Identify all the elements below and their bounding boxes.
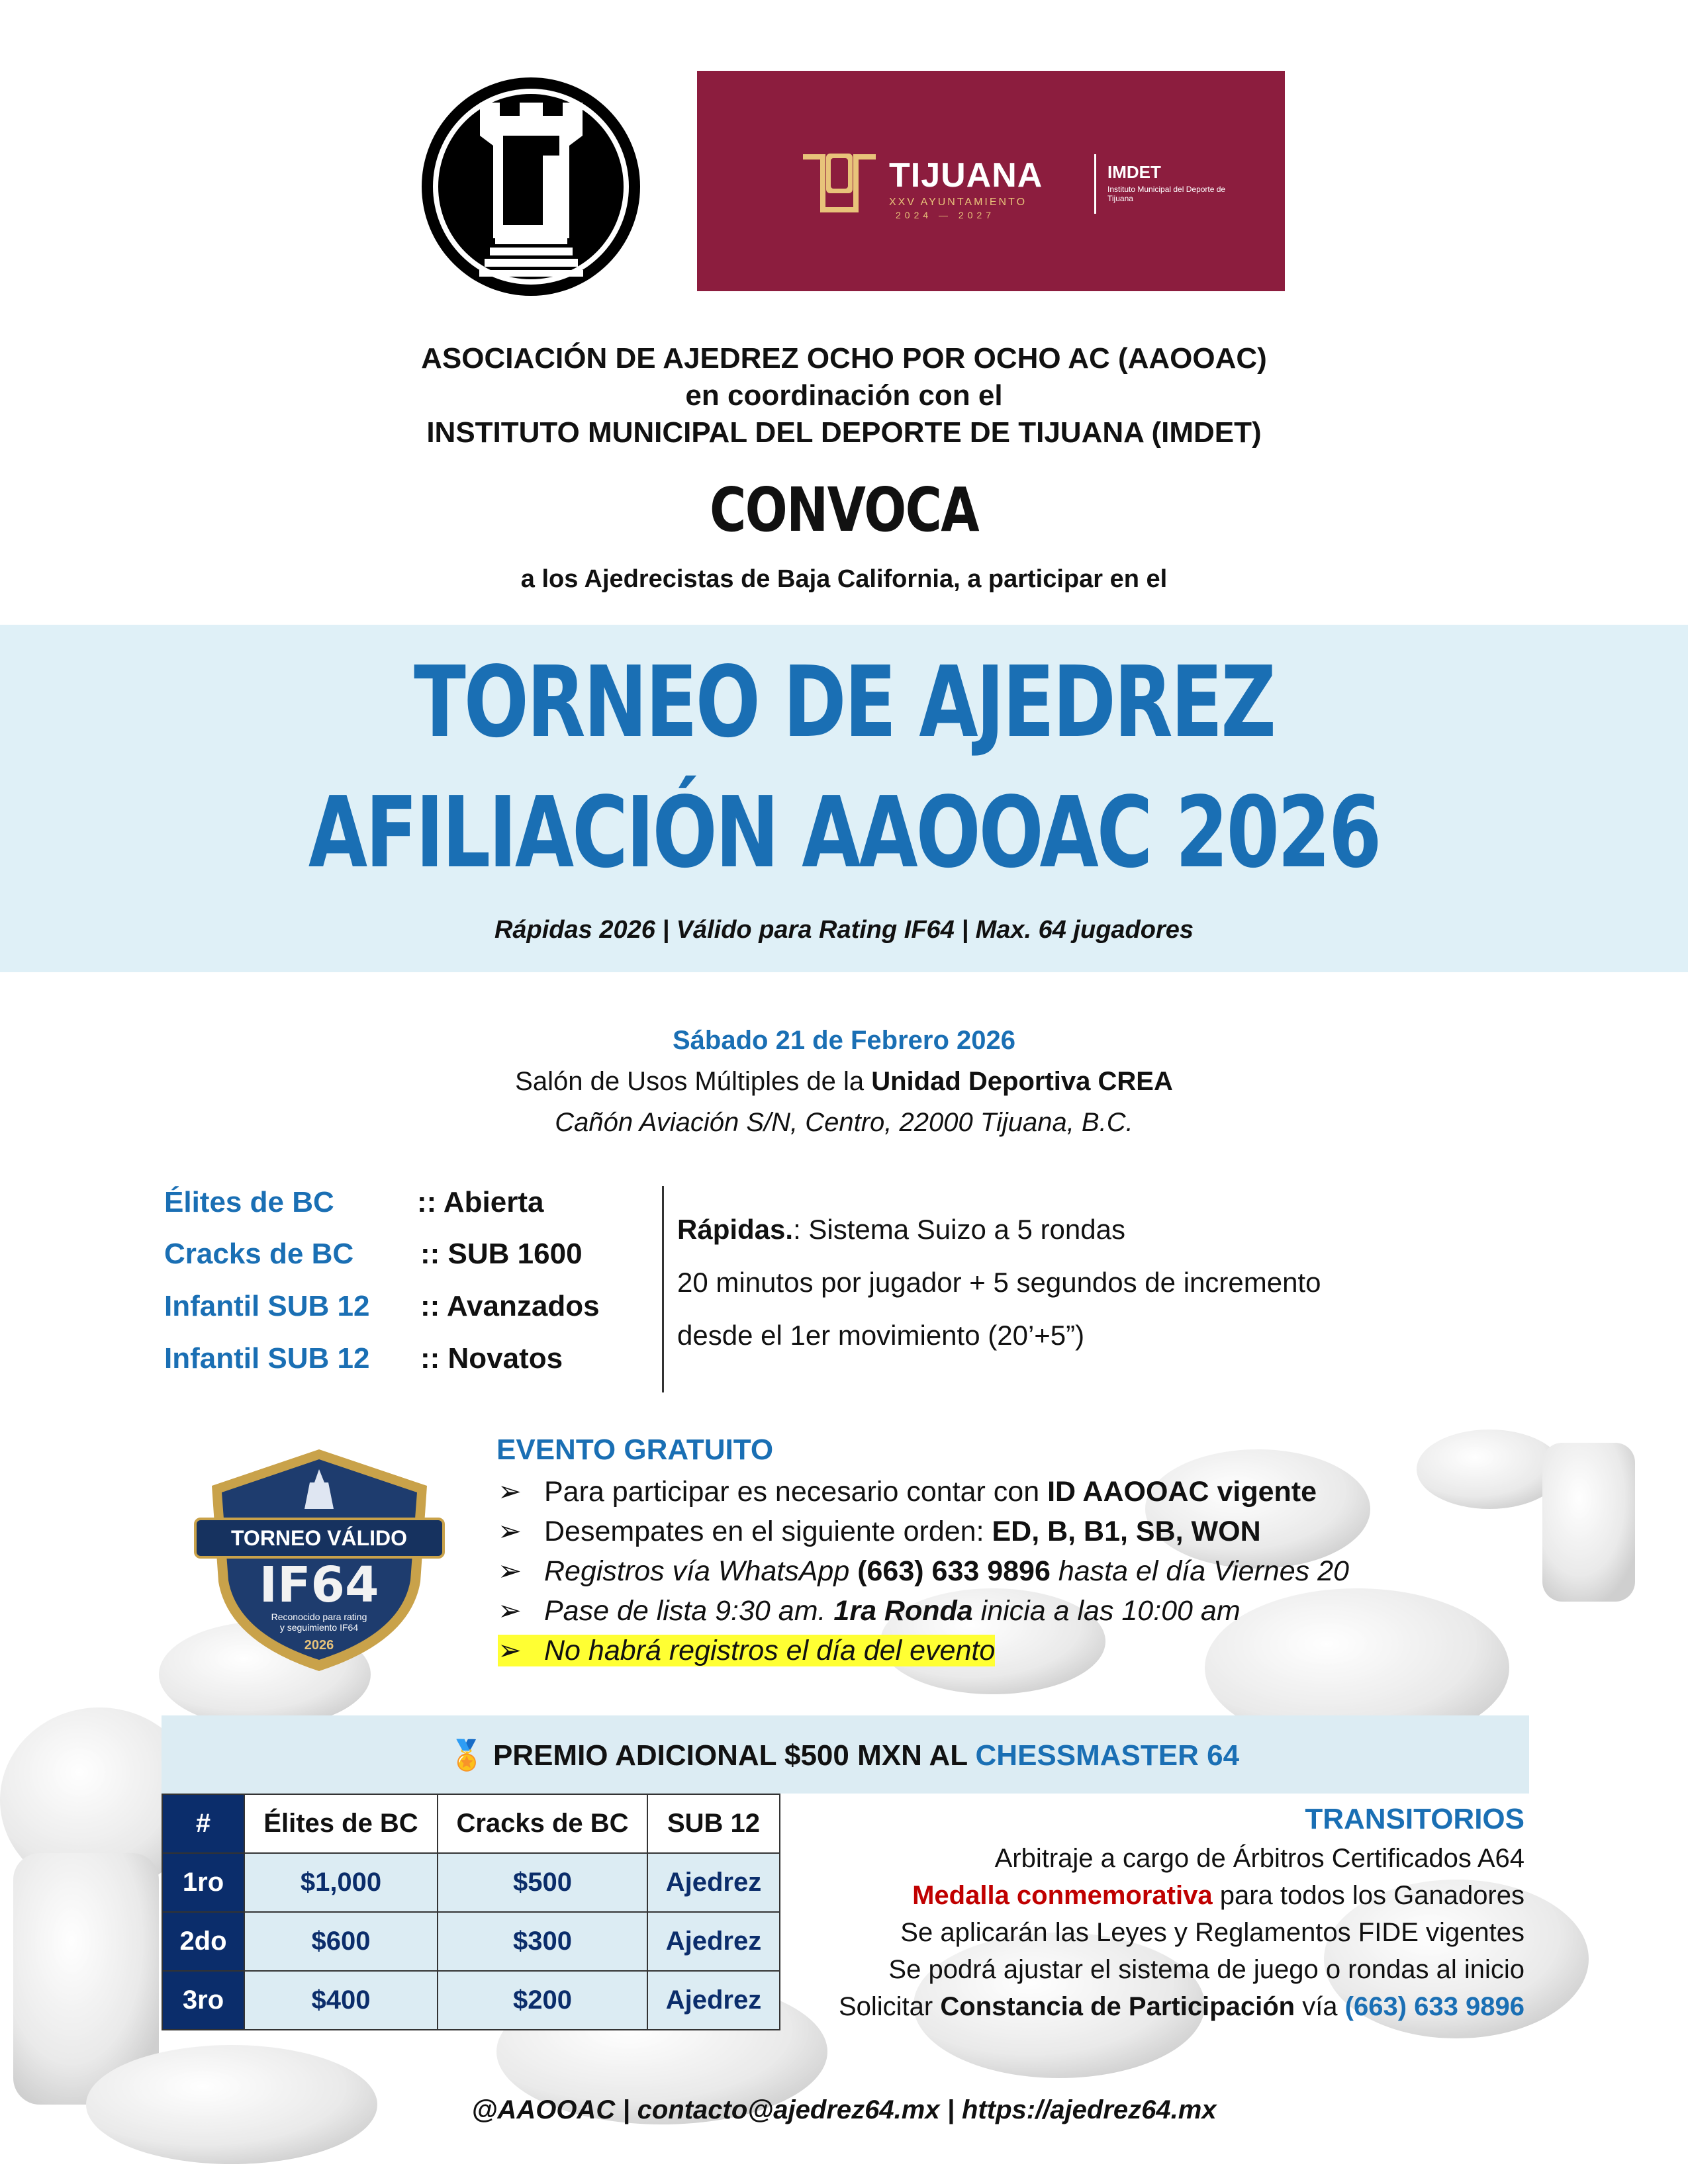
tijuana-imdet-logo <box>697 71 1285 291</box>
gratuito-item-3 <box>498 1551 1349 1591</box>
transitorios-line-1: Arbitraje a cargo de Árbitros Certificados A64 <box>994 1844 1524 1873</box>
arrow-bullet-icon: ➢ <box>498 1555 522 1587</box>
premio-adicional <box>0 1738 1688 1772</box>
table-cell: $1,000 <box>244 1853 438 1912</box>
transitorios-title: TRANSITORIOS <box>1305 1803 1524 1835</box>
category-name-3: Infantil SUB 12 <box>164 1290 370 1322</box>
tijuana-logo-subtitle: XXV AYUNTAMIENTO <box>889 197 1027 208</box>
item-bold: ED, B, B1, SB, WON <box>992 1516 1261 1547</box>
gratuito-item-1 <box>498 1472 1349 1512</box>
table-row <box>162 1853 780 1912</box>
category-level-2: :: SUB 1600 <box>420 1238 583 1270</box>
medal-text: Medalla conmemorativa <box>912 1881 1213 1910</box>
logo-separator <box>1094 154 1096 214</box>
badge-small-text-2: y seguimiento IF64 <box>279 1622 359 1633</box>
category-level-4: :: Novatos <box>420 1342 563 1375</box>
title-subline: Rápidas 2026 | Válido para Rating IF64 | Max. 64 jugadores <box>494 916 1194 944</box>
category-level-1: :: Abierta <box>417 1186 544 1218</box>
if64-badge-icon <box>192 1443 447 1678</box>
table-cell: Ajedrez <box>647 1912 780 1971</box>
item-text: Desempates en el siguiente orden: <box>544 1516 992 1547</box>
tijuana-logo-title: TIJUANA <box>889 156 1043 195</box>
system-label: Rápidas. <box>677 1214 794 1245</box>
convoca-heading: CONVOCA <box>709 475 979 545</box>
item-text: Registros vía WhatsApp <box>544 1555 858 1587</box>
table-header: Élites de BC <box>244 1794 438 1853</box>
game-system <box>677 1203 1321 1362</box>
transitorios-line-2 <box>839 1877 1524 1914</box>
premio-highlight: CHESSMASTER 64 <box>975 1739 1240 1772</box>
tijuana-logo-years: 2024 — 2027 <box>896 210 996 220</box>
transitorios <box>839 1799 1524 2025</box>
arrow-bullet-icon: ➢ <box>498 1595 522 1627</box>
item-text: Para participar es necesario contar con <box>544 1476 1048 1508</box>
table-header: Cracks de BC <box>438 1794 647 1853</box>
gratuito-item-4 <box>498 1591 1349 1631</box>
line-text: Solicitar <box>838 1992 941 2021</box>
badge-main-text: IF64 <box>259 1557 379 1614</box>
medal-icon: 🏅 <box>448 1739 485 1772</box>
table-cell: Ajedrez <box>647 1853 780 1912</box>
transitorios-line-5 <box>839 1988 1524 2025</box>
table-cell: $200 <box>438 1971 647 2030</box>
table-cell: $300 <box>438 1912 647 1971</box>
badge-top-text: TORNEO VÁLIDO <box>230 1526 408 1550</box>
tijuana-shield-icon <box>796 144 882 223</box>
item-text: inicia a las 10:00 am <box>972 1595 1241 1627</box>
arrow-bullet-icon: ➢ <box>498 1516 522 1547</box>
line-bold: Constancia de Participación <box>940 1992 1295 2021</box>
contact-phone: (663) 633 9896 <box>1344 1992 1524 2021</box>
venue-prefix: Salón de Usos Múltiples de la <box>515 1067 872 1096</box>
transitorios-line-3: Se aplicarán las Leyes y Reglamentos FIDE vigentes <box>900 1918 1524 1947</box>
badge-small-text-1: Reconocido para rating <box>271 1612 367 1622</box>
footer-contact: @AAOOAC | contacto@ajedrez64.mx | https://ajedrez64.mx <box>471 2095 1217 2124</box>
venue-name: Unidad Deportiva CREA <box>871 1067 1173 1096</box>
table-row <box>162 1971 780 2030</box>
line-text: para todos los Ganadores <box>1212 1881 1524 1910</box>
item-text: Pase de lista 9:30 am. <box>544 1595 834 1627</box>
badge-year: 2026 <box>304 1638 334 1653</box>
system-text: : Sistema Suizo a 5 rondas <box>793 1214 1125 1245</box>
aaooac-rook-logo <box>417 73 645 301</box>
category-name-2: Cracks de BC <box>164 1238 354 1270</box>
imdet-logo-subtitle: Instituto Municipal del Deporte de Tijuana <box>1107 185 1226 203</box>
category-divider <box>662 1186 664 1392</box>
transitorios-line-4: Se podrá ajustar el sistema de juego o rondas al inicio <box>888 1955 1524 1984</box>
category-level-3: :: Avanzados <box>420 1290 600 1322</box>
arrow-bullet-icon: ➢ <box>498 1476 522 1508</box>
item-text: hasta el día Viernes 20 <box>1050 1555 1349 1587</box>
system-line-1 <box>677 1203 1321 1256</box>
item-bold: ID AAOOAC vigente <box>1047 1476 1317 1508</box>
table-header: # <box>162 1794 244 1853</box>
prizes-table <box>162 1794 780 2030</box>
item-phone: (663) 633 9896 <box>857 1555 1051 1587</box>
system-line-2: 20 minutos por jugador + 5 segundos de incremento <box>677 1267 1321 1298</box>
header-line-1: ASOCIACIÓN DE AJEDREZ OCHO POR OCHO AC (AAOOAC) <box>421 342 1267 375</box>
event-date: Sábado 21 de Febrero 2026 <box>672 1026 1015 1055</box>
table-row <box>162 1912 780 1971</box>
table-cell: 1ro <box>162 1853 244 1912</box>
gratuito-title: EVENTO GRATUITO <box>496 1433 774 1466</box>
event-venue <box>0 1067 1688 1097</box>
premio-text: PREMIO ADICIONAL $500 MXN AL <box>492 1739 976 1772</box>
gratuito-item-5 <box>498 1631 1349 1670</box>
arrow-bullet-icon: ➢ <box>498 1635 522 1666</box>
event-address: Cañón Aviación S/N, Centro, 22000 Tijuana, B.C. <box>555 1108 1133 1137</box>
system-line-3: desde el 1er movimiento (20’+5”) <box>677 1320 1085 1351</box>
table-cell: 2do <box>162 1912 244 1971</box>
header-line-3: INSTITUTO MUNICIPAL DEL DEPORTE DE TIJUANA (IMDET) <box>426 416 1262 449</box>
item-text: No habrá registros el día del evento <box>544 1635 996 1666</box>
gratuito-list <box>498 1472 1349 1670</box>
imdet-logo-title: IMDET <box>1107 162 1161 182</box>
category-name-4: Infantil SUB 12 <box>164 1342 370 1375</box>
item-bold: 1ra Ronda <box>833 1595 973 1627</box>
table-cell: $500 <box>438 1853 647 1912</box>
table-cell: $600 <box>244 1912 438 1971</box>
gratuito-item-2 <box>498 1512 1349 1551</box>
title-line-2: AFILIACIÓN AAOOAC 2026 <box>308 776 1380 889</box>
line-text: vía <box>1295 1992 1345 2021</box>
invite-text: a los Ajedrecistas de Baja California, a participar en el <box>520 565 1168 593</box>
table-cell: $400 <box>244 1971 438 2030</box>
category-name-1: Élites de BC <box>164 1186 334 1218</box>
header-line-2: en coordinación con el <box>685 379 1003 412</box>
table-header-row <box>162 1794 780 1853</box>
table-cell: Ajedrez <box>647 1971 780 2030</box>
title-line-1: TORNEO DE AJEDREZ <box>414 645 1274 759</box>
table-header: SUB 12 <box>647 1794 780 1853</box>
table-cell: 3ro <box>162 1971 244 2030</box>
